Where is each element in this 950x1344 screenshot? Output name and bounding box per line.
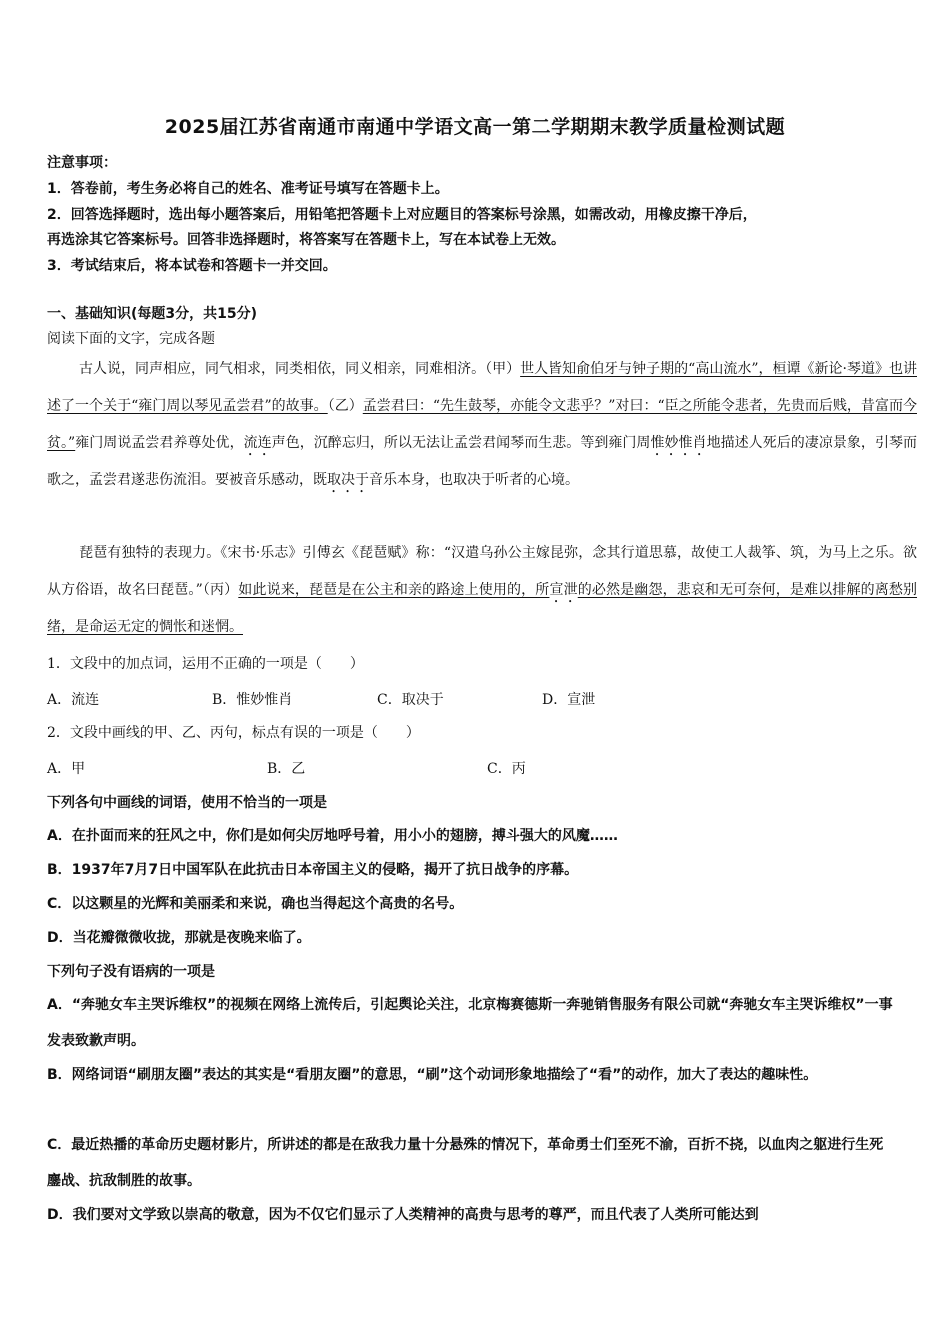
- question-3-stem: 下列各句中画线的词语，使用不恰当的一项是: [47, 795, 327, 811]
- q4-option-b: B．网络词语“刷朋友圈”表达的其实是“看朋友圈”的意思，“刷”这个动词形象地描绘了“看”的动作，加大了表达的趣味性。: [47, 1067, 818, 1083]
- underlined-sentence-yi: 孟尝君曰：“先生鼓琴，亦能令文悲乎？”对曰：“臣之所能令悲者，先贵而后贱，昔富而今贫。”: [47, 398, 917, 451]
- q4-option-c: C．最近热播的革命历史题材影片，所讲述的都是在敌我力量十分悬殊的情况下，革命勇士们至死不渝，百折不挠，以血肉之躯进行生死鏖战、抗敌制胜的故事。: [47, 1137, 884, 1189]
- passage-paragraph-2: 琵琶有独特的表现力。《宋书·乐志》引傅玄《琵琶赋》称：“汉遣乌孙公主嫁昆弥，念其行道思慕，故使工人裁筝、筑，为马上之乐。欲从方俗语，故名曰琵琶。”（丙）如此说来，琵琶是在公主和亲的路途上使用的，所宣泄的必然是幽怨，悲哀和无可奈何，是难以排解的离愁别绪，是命运无定的惆怅和迷惘。: [47, 545, 918, 635]
- q3-option-b: B．1937年7月7日中国军队在此抗击日本帝国主义的侵略，揭开了抗日战争的序幕。: [47, 862, 579, 878]
- q1-option-a: A．流连: [47, 692, 100, 708]
- q1-option-c: C．取决于: [377, 692, 444, 708]
- notice-item-2: 2．回答选择题时，选出每小题答案后，用铅笔把答题卡上对应题目的答案标号涂黑，如需改动，用橡皮擦干净后，: [47, 207, 757, 223]
- q1-option-b: B．惟妙惟肖: [212, 692, 293, 708]
- notice-heading: 注意事项：: [47, 155, 117, 171]
- q4-option-a: A．“奔驰女车主哭诉维权”的视频在网络上流传后，引起舆论关注，北京梅赛德斯一奔驰销售服务有限公司就“奔驰女车主哭诉维权”一事发表致歉声明。: [47, 997, 893, 1049]
- question-1-stem: 1．文段中的加点词，运用不正确的一项是（ ）: [47, 656, 364, 672]
- dotted-word-qujueyu: 取决于: [327, 472, 369, 488]
- dotted-word-liulian: 流连: [243, 435, 272, 451]
- question-4-stem: 下列句子没有语病的一项是: [47, 964, 215, 980]
- notice-item-1: 1．答卷前，考生务必将自己的姓名、准考证号填写在答题卡上。: [47, 181, 449, 197]
- page-title: 2025届江苏省南通市南通中学语文高一第二学期期末教学质量检测试题: [164, 116, 786, 138]
- q3-option-a: A．在扑面而来的狂风之中，你们是如何尖厉地呼号着，用小小的翅膀，搏斗强大的风魔……: [47, 828, 618, 844]
- q1-option-d: D．宣泄: [542, 692, 596, 708]
- q2-option-c: C．丙: [487, 761, 526, 777]
- q3-option-c: C．以这颗星的光辉和美丽柔和来说，确也当得起这个高贵的名号。: [47, 896, 464, 912]
- notice-item-2-cont: 再选涂其它答案标号。回答非选择题时，将答案写在答题卡上，写在本试卷上无效。: [47, 232, 565, 248]
- passage-paragraph-1: 古人说，同声相应，同气相求，同类相依，同义相亲，同难相济。（甲）世人皆知俞伯牙与钟子期的“高山流水”，桓谭《新论·琴道》也讲述了一个关于“雍门周以琴见孟尝君”的故事。（乙）孟尝君曰：“先生鼓琴，亦能令文悲乎？”对曰：“臣之所能令悲者，先贵而后贱，昔富而今贫。”雍门周说孟尝君养尊处优，流连声色，沉醉忘归，所以无法让孟尝君闻琴而生悲。等到雍门周惟妙惟肖地描述人死后的凄凉景象，引琴而歌之，孟尝君遂悲伤流泪。要被音乐感动，既取决于音乐本身，也取决于听者的心境。: [47, 361, 918, 488]
- q2-option-b: B．乙: [267, 761, 306, 777]
- underlined-sentence-bing-1: 如此说来，琵琶是在公主和亲的路途上使用的，所: [238, 582, 550, 598]
- dotted-word-weimiaoweixiao: 惟妙惟肖: [650, 435, 707, 451]
- section-heading: 一、基础知识(每题3分，共15分): [47, 306, 258, 322]
- q2-option-a: A．甲: [47, 761, 86, 777]
- q4-option-d: D．我们要对文学致以崇高的敬意，因为不仅它们显示了人类精神的高贵与思考的尊严，而且代表了人类所可能达到: [47, 1207, 759, 1223]
- q3-option-d: D．当花瓣微微收拢，那就是夜晚来临了。: [47, 930, 311, 946]
- section-instruction: 阅读下面的文字，完成各题: [47, 331, 215, 347]
- question-2-stem: 2．文段中画线的甲、乙、丙句，标点有误的一项是（ ）: [47, 725, 420, 741]
- underlined-sentence-bing-2: 的必然是幽怨，悲哀和无可奈何，是难以排解的离愁别绪，是命运无定的惆怅和迷惘。: [47, 582, 918, 635]
- underlined-sentence-jia: 世人皆知俞伯牙与钟子期的“高山流水”，桓谭《新论·琴道》也讲述了一个关于“雍门周以琴见孟尝君”的故事。: [47, 361, 917, 414]
- dotted-word-xuanxie: 宣泄: [549, 582, 578, 598]
- notice-item-3: 3．考试结束后，将本试卷和答题卡一并交回。: [47, 258, 337, 274]
